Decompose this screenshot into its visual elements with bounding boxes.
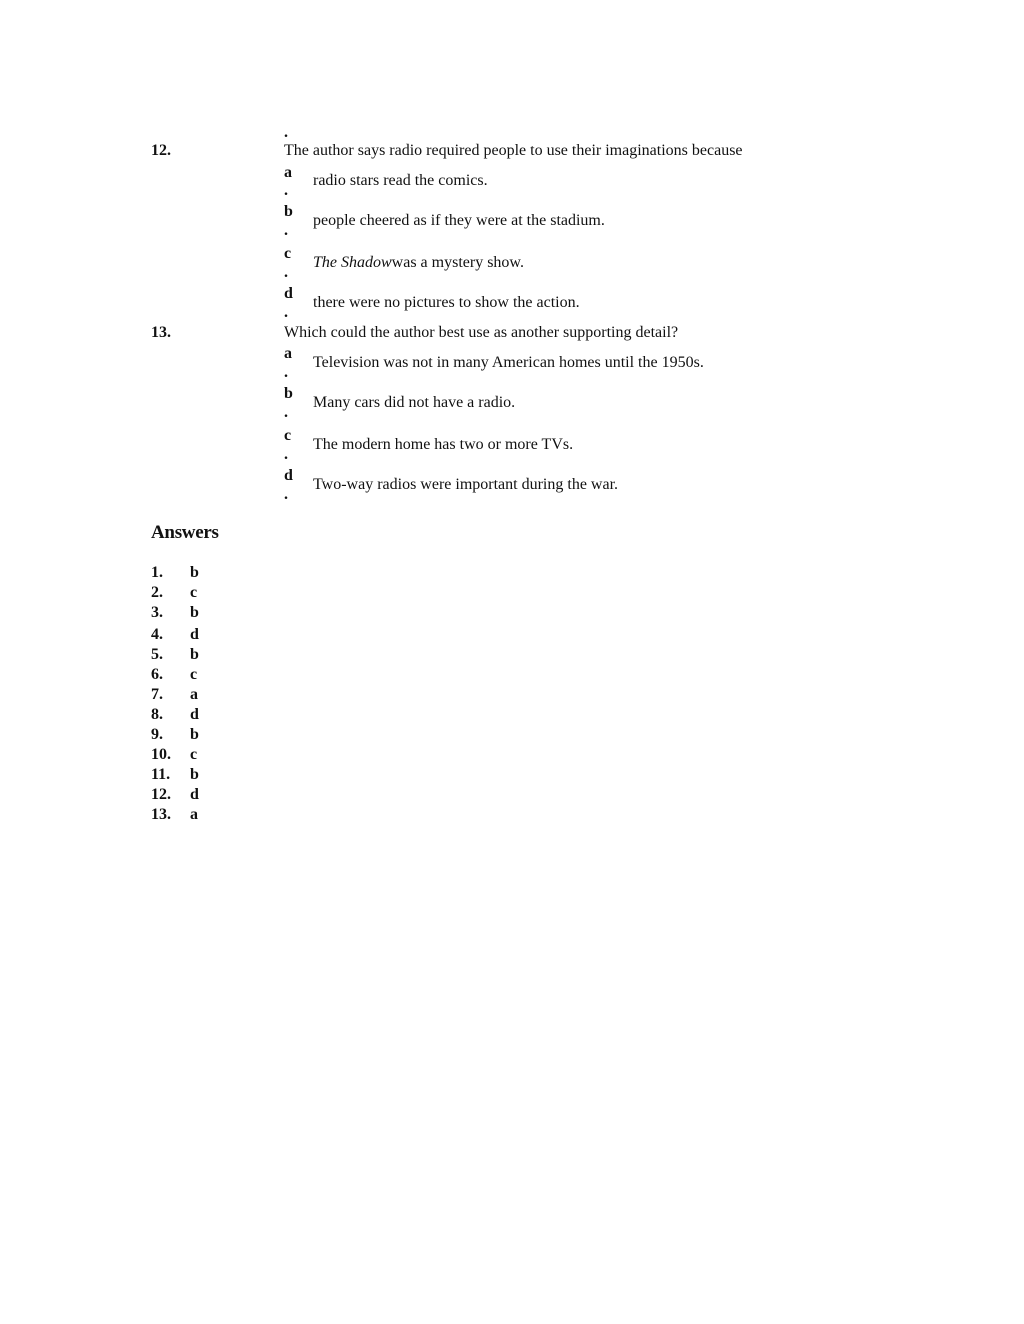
answer-letter: c xyxy=(190,584,198,601)
option-dot: . xyxy=(284,182,288,199)
answer-number: 12. xyxy=(151,786,171,803)
answer-number: 1. xyxy=(151,564,163,581)
answer-number: 9. xyxy=(151,726,163,743)
question-number: 13. xyxy=(151,324,171,341)
option-text-rest: was a mystery show. xyxy=(391,254,524,271)
answer-letter: d xyxy=(190,786,199,803)
answer-letter: b xyxy=(190,726,199,743)
answer-letter: b xyxy=(190,564,199,581)
answer-number: 7. xyxy=(151,686,163,703)
option-letter: a xyxy=(284,164,292,181)
option-text: Two-way radios were important during the war. xyxy=(313,476,619,493)
question-number: 12. xyxy=(151,142,171,159)
answer-number: 2. xyxy=(151,584,163,601)
option-letter: d xyxy=(284,285,293,302)
option-dot: . xyxy=(284,304,288,321)
option-dot: . xyxy=(284,486,288,503)
option-letter: b xyxy=(284,203,293,220)
answer-letter: c xyxy=(190,746,198,763)
answer-number: 8. xyxy=(151,706,163,723)
option-dot: . xyxy=(284,404,288,421)
answer-letter: c xyxy=(190,666,198,683)
answer-number: 11. xyxy=(151,766,171,783)
option-letter: b xyxy=(284,385,293,402)
answer-number: 3. xyxy=(151,604,163,621)
option-text: The modern home has two or more TVs. xyxy=(313,436,574,453)
answer-letter: a xyxy=(190,686,198,703)
answers-heading: Answers xyxy=(151,522,219,543)
answer-number: 13. xyxy=(151,806,171,823)
answer-number: 6. xyxy=(151,666,163,683)
option-text-c xyxy=(313,254,524,272)
option-letter: c xyxy=(284,427,292,444)
answer-letter: b xyxy=(190,766,199,783)
option-dot: . xyxy=(284,446,288,463)
option-dot: . xyxy=(284,364,288,381)
answer-letter: d xyxy=(190,706,199,723)
answer-letter: a xyxy=(190,806,198,823)
option-text: Many cars did not have a radio. xyxy=(313,394,516,411)
answer-number: 10. xyxy=(151,746,171,763)
answer-letter: b xyxy=(190,646,199,663)
option-dot: . xyxy=(284,264,288,281)
question-text: The author says radio required people to use their imaginations because xyxy=(284,142,743,159)
stray-dot: . xyxy=(284,124,288,141)
question-text: Which could the author best use as another supporting detail? xyxy=(284,324,679,341)
italic-title: The Shadow xyxy=(313,254,392,271)
answer-letter: d xyxy=(190,626,199,643)
option-letter: a xyxy=(284,345,292,362)
option-dot: . xyxy=(284,222,288,239)
answer-letter: b xyxy=(190,604,199,621)
option-text: there were no pictures to show the action. xyxy=(313,294,580,311)
option-text: radio stars read the comics. xyxy=(313,172,488,189)
answer-number: 5. xyxy=(151,646,163,663)
option-text: Television was not in many American homes until the 1950s. xyxy=(313,354,704,371)
option-text: people cheered as if they were at the stadium. xyxy=(313,212,605,229)
option-letter: d xyxy=(284,467,293,484)
option-letter: c xyxy=(284,245,292,262)
answer-number: 4. xyxy=(151,626,163,643)
